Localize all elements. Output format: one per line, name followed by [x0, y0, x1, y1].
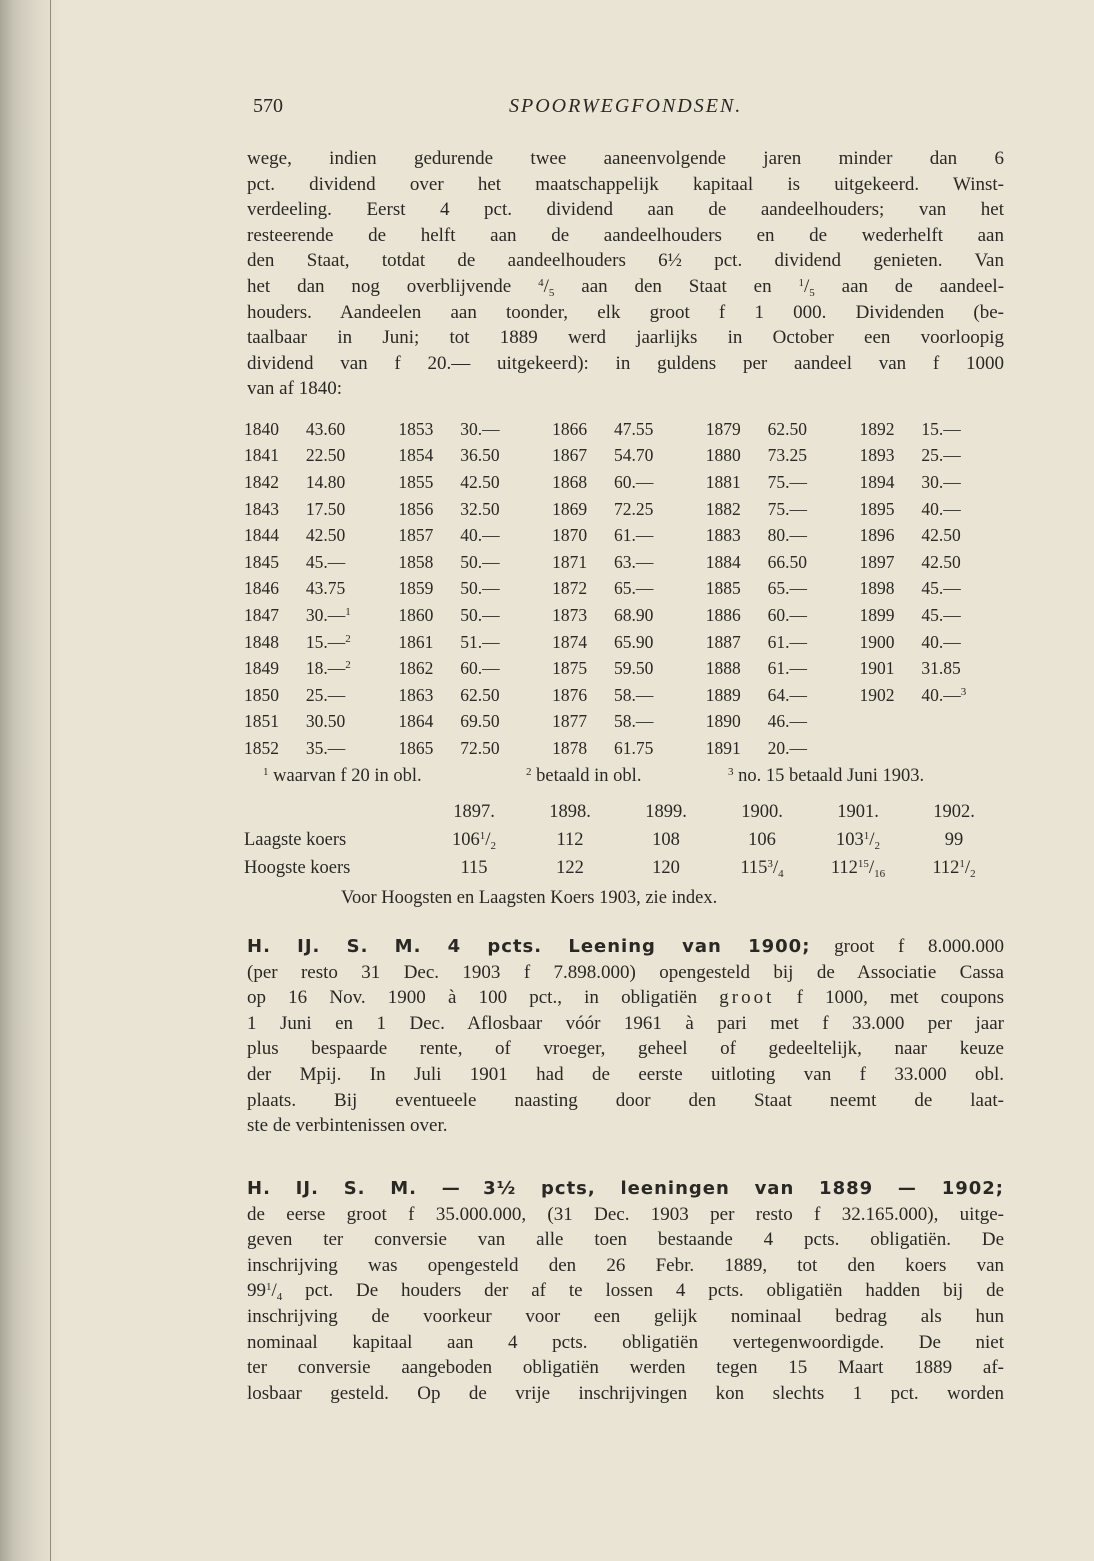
dividend-year: 1892 [859, 418, 895, 439]
text-line: geven ter conversie van alle toen bestaande 4 pcts. obligatiën. De [247, 1229, 1004, 1251]
price-value: 112 [556, 829, 584, 850]
dividend-value: 40.—$^3$ [921, 684, 967, 705]
dividend-value: 50.— [460, 551, 500, 572]
dividend-value: 14.80 [305, 471, 346, 492]
dividend-year: 1880 [705, 445, 741, 466]
dividend-value: 43.60 [305, 418, 346, 439]
dividend-value: 72.25 [613, 498, 654, 519]
text-line [247, 985, 1004, 1011]
text-line [247, 1278, 1004, 1304]
dividend-year: 1865 [398, 737, 434, 758]
dividend-value: 60.— [767, 604, 807, 625]
dividend-value: 30.— [921, 471, 961, 492]
text-line: nominaal kapitaal aan 4 pcts. obligatiën vertegenwoordigde. De niet [247, 1331, 1004, 1353]
dividend-value: 35.— [305, 737, 346, 758]
dividend-year: 1870 [552, 525, 588, 546]
price-value: 99 [944, 829, 964, 850]
price-value: $112^{15}/_{16}$ [830, 857, 886, 880]
dividend-value: 66.50 [767, 551, 807, 572]
dividend-value: 65.— [767, 578, 807, 599]
price-value: 106 [748, 829, 776, 850]
dividend-year: 1869 [552, 498, 588, 519]
dividend-year: 1890 [705, 711, 741, 732]
text-line: (per resto 31 Dec. 1903 f 7.898.000) opengesteld bij de Associatie Cassa [247, 961, 1004, 983]
text-line: ter conversie aangeboden obligatiën werden tegen 15 Maart 1889 af- [247, 1357, 1004, 1379]
dividend-value: 61.— [767, 658, 807, 679]
text-line: 1 Juni en 1 Dec. Aflosbaar vóór 1961 à pari met f 33.000 per jaar [247, 1012, 1004, 1034]
dividend-value: 25.— [921, 445, 961, 466]
dividend-year: 1893 [859, 445, 895, 466]
text-line: inschrijving de voorkeur voor een gelijk nominaal bedrag als hun [247, 1305, 1004, 1327]
dividend-value: 80.— [767, 525, 807, 546]
section-heading-a: H. IJ. S. M. — [247, 1178, 461, 1199]
dividend-year: 1886 [705, 604, 741, 625]
text-line: houders. Aandeelen aan toonder, elk groot f 1 000. Dividenden (be- [247, 301, 1004, 323]
dividend-year: 1853 [398, 418, 434, 439]
text-line: plaats. Bij eventueele naasting door den Staat neemt de laat- [247, 1089, 1004, 1111]
page-header [253, 95, 1003, 125]
dividend-year: 1887 [705, 631, 741, 652]
dividend-value: 63.— [613, 551, 654, 572]
dividend-value: 45.— [921, 578, 961, 599]
dividend-year: 1878 [552, 737, 588, 758]
text-fragment: het dan nog overblijvende [247, 275, 512, 297]
page-gutter-shadow [0, 0, 60, 1561]
text-line: losbaar gesteld. Op de vrije inschrijvingen kon slechts 1 pct. worden [247, 1382, 1004, 1404]
dividend-row [244, 469, 1014, 496]
dividend-value: 75.— [767, 498, 807, 519]
dividend-year: 1867 [552, 445, 588, 466]
fraction-four-fifths: $^4/_5$ [538, 275, 555, 299]
dividend-year: 1882 [705, 498, 741, 519]
dividend-year: 1850 [244, 684, 279, 705]
dividend-year: 1841 [244, 445, 279, 466]
dividend-row [244, 735, 1014, 762]
dividend-year: 1859 [398, 578, 434, 599]
text-line: plus bespaarde rente, of vroeger, geheel of gedeeltelijk, naar keuze [247, 1038, 1004, 1060]
dividend-row [244, 576, 1014, 603]
price-value: 115 [460, 857, 488, 878]
dividend-value: 59.50 [613, 658, 654, 679]
dividend-value: 64.— [767, 684, 807, 705]
dividend-table [244, 416, 1014, 762]
dividend-year: 1877 [552, 711, 588, 732]
dividend-year: 1866 [552, 418, 588, 439]
dividend-value: 15.—$^2$ [305, 631, 351, 652]
dividend-year: 1891 [705, 737, 741, 758]
dividend-value: 75.— [767, 471, 807, 492]
price-value: $112^1/_2$ [932, 857, 976, 880]
price-value: $103^1/_2$ [835, 829, 881, 852]
dividend-value: 47.55 [613, 418, 654, 439]
footnote-3: $^3$ no. 15 betaald Juni 1903. [728, 766, 925, 786]
dividend-value: 61.75 [613, 737, 654, 758]
dividend-value: 58.— [613, 684, 654, 705]
section-heading-b: 3½ pcts, leeningen van 1889 — 1902; [483, 1178, 1004, 1199]
dividend-year: 1879 [705, 418, 741, 439]
dividend-value: 40.— [921, 498, 961, 519]
dividend-year: 1848 [244, 631, 279, 652]
section-heading: H. IJ. S. M. 4 pcts. Leening van 1900; [247, 936, 811, 957]
text-line: wege, indien gedurende twee aaneenvolgende jaren minder dan 6 [247, 148, 1004, 169]
footnote-mark: 2 [345, 632, 351, 645]
dividend-value: 42.50 [921, 525, 961, 546]
dividend-row [244, 602, 1014, 629]
dividend-row [244, 682, 1014, 709]
price-table-body [244, 798, 1002, 882]
text-line: pct. dividend over het maatschappelijk kapitaal is uitgekeerd. Winst- [247, 173, 1004, 195]
dividend-year: 1871 [552, 551, 588, 572]
dividend-year: 1868 [552, 471, 588, 492]
dividend-row [244, 549, 1014, 576]
dividend-year: 1885 [705, 578, 741, 599]
dividend-value: 60.— [613, 471, 654, 492]
dividend-year: 1898 [859, 578, 895, 599]
dividend-year [859, 735, 921, 762]
dividend-year: 1852 [244, 737, 279, 758]
price-table [244, 798, 1002, 882]
dividend-value: 69.50 [460, 711, 500, 732]
dividend-value: 40.— [921, 631, 961, 652]
dividend-year: 1873 [552, 604, 588, 625]
dividend-row [244, 522, 1014, 549]
text-fragment: pct. De houders der af te lossen 4 pcts. obligatiën hadden bij de [305, 1280, 1004, 1302]
dividend-value: 22.50 [305, 445, 346, 466]
dividend-value: 50.— [460, 578, 500, 599]
price-year: 1902. [933, 801, 975, 822]
dividend-value: 72.50 [460, 737, 500, 758]
text-line: van af 1840: [247, 378, 342, 400]
dividend-year: 1855 [398, 471, 434, 492]
dividend-value: 17.50 [305, 498, 346, 519]
dividend-value: 62.50 [460, 684, 500, 705]
price-high-row [244, 854, 1002, 882]
dividend-year: 1902 [859, 684, 895, 705]
dividend-value: 15.— [921, 418, 961, 439]
text-line: inschrijving was opengesteld den 26 Febr. 1889, tot den koers van [247, 1254, 1004, 1276]
price-index-note: Voor Hoogsten en Laagsten Koers 1903, zie index. [341, 888, 718, 908]
dividend-value: 65.— [613, 578, 654, 599]
dividend-value: 42.50 [305, 525, 346, 546]
footnote-1: $^1$ waarvan f 20 in obl. [263, 766, 422, 786]
running-title: SPOORWEGFONDSEN. [509, 95, 743, 117]
dividend-year: 1901 [859, 658, 895, 679]
dividend-value: 40.— [460, 525, 500, 546]
text-spaced: groot [719, 987, 775, 1009]
dividend-year: 1863 [398, 684, 434, 705]
price-year: 1900. [741, 801, 783, 822]
text-fragment: $99^1/_4$ [247, 1280, 283, 1304]
footnote-mark: 3 [960, 685, 967, 698]
text-line: ste de verbintenissen over. [247, 1115, 448, 1137]
price-row-label: Hoogste koers [244, 857, 351, 878]
dividend-year: 1895 [859, 498, 895, 519]
section-leening-1900 [247, 934, 1004, 1139]
dividend-year: 1844 [244, 525, 279, 546]
price-low-row [244, 826, 1002, 854]
intro-paragraph [247, 146, 1004, 402]
dividend-value: 61.— [613, 525, 654, 546]
dividend-year: 1875 [552, 658, 588, 679]
dividend-row [244, 655, 1014, 682]
dividend-year: 1856 [398, 498, 434, 519]
text-line: taalbaar in Juni; tot 1889 werd jaarlijks in October een voorloopig [247, 327, 1004, 349]
dividend-value: 42.50 [921, 551, 961, 572]
page-number: 570 [253, 95, 283, 117]
dividend-year: 1862 [398, 658, 434, 679]
dividend-table-body [244, 416, 1014, 762]
dividend-value: 30.— [460, 418, 500, 439]
dividend-value: 42.50 [460, 471, 500, 492]
dividend-year: 1897 [859, 551, 895, 572]
price-value: 120 [652, 857, 680, 878]
dividend-value: 54.70 [613, 445, 654, 466]
dividend-year: 1899 [859, 604, 895, 625]
dividend-year: 1896 [859, 525, 895, 546]
dividend-year: 1900 [859, 631, 895, 652]
dividend-year: 1847 [244, 604, 279, 625]
dividend-year: 1864 [398, 711, 434, 732]
text-line: de eerse groot f 35.000.000, (31 Dec. 1903 per resto f 32.165.000), uitge- [247, 1203, 1004, 1225]
price-year: 1899. [645, 801, 687, 822]
dividend-value [921, 709, 1014, 736]
price-row-label: Laagste koers [244, 829, 347, 850]
dividend-value: 61.— [767, 631, 807, 652]
dividend-value: 31.85 [921, 658, 961, 679]
dividend-value: 73.25 [767, 445, 807, 466]
dividend-year: 1883 [705, 525, 741, 546]
dividend-row [244, 629, 1014, 656]
dividend-value: 60.— [460, 658, 500, 679]
dividend-value: 32.50 [460, 498, 500, 519]
dividend-year: 1858 [398, 551, 434, 572]
price-value: 122 [556, 857, 584, 878]
text-line: resteerende de helft aan de aandeelhouders en de wederhelft aan [247, 224, 1004, 246]
dividend-year: 1851 [244, 711, 279, 732]
text-fragment: aan den Staat en [581, 275, 772, 297]
text-line: dividend van f 20.— uitgekeerd): in guldens per aandeel van f 1000 [247, 352, 1004, 374]
dividend-year: 1872 [552, 578, 588, 599]
dividend-value: 36.50 [460, 445, 500, 466]
dividend-value: 45.— [305, 551, 346, 572]
text-line: der Mpij. In Juli 1901 had de eerste uitloting van f 33.000 obl. [247, 1063, 1004, 1085]
section-heading-line [247, 1176, 1004, 1202]
dividend-row [244, 443, 1014, 470]
dividend-value: 30.50 [305, 711, 346, 732]
dividend-year: 1894 [859, 471, 895, 492]
text-line [247, 274, 1004, 300]
dividend-row [244, 416, 1014, 443]
dividend-row [244, 496, 1014, 523]
dividend-year: 1884 [705, 551, 741, 572]
text-line: den Staat, totdat de aandeelhouders 6½ pct. dividend genieten. Van [247, 250, 1004, 272]
section-heading-line [247, 934, 1004, 960]
dividend-value: 18.—$^2$ [305, 658, 351, 679]
text-fragment: f 1000, met coupons [796, 987, 1004, 1009]
dividend-value: 68.90 [613, 604, 654, 625]
footnote-2: $^2$ betaald in obl. [526, 766, 642, 786]
dividend-value: 65.90 [613, 631, 654, 652]
text-line: verdeeling. Eerst 4 pct. dividend aan de aandeelhouders; van het [247, 199, 1004, 221]
dividend-year: 1854 [398, 445, 434, 466]
price-years-row [244, 798, 1002, 826]
price-value: $115^3/_4$ [740, 857, 784, 880]
dividend-year: 1860 [398, 604, 434, 625]
price-year: 1901. [837, 801, 879, 822]
fraction-one-quarter: $^1/_4$ [266, 1280, 283, 1304]
dividend-year: 1861 [398, 631, 434, 652]
price-year: 1897. [453, 801, 495, 822]
dividend-value: 30.—$^1$ [305, 604, 351, 625]
dividend-value: 58.— [613, 711, 654, 732]
fraction-one-fifth: $^1/_5$ [798, 275, 815, 299]
page-spine-edge [50, 0, 51, 1561]
text-fragment: groot f 8.000.000 [834, 936, 1005, 957]
text-fragment: op 16 Nov. 1900 à 100 pct., in obligatiën [247, 987, 698, 1009]
dividend-row [244, 709, 1014, 736]
section-leeningen-1889-1902 [247, 1176, 1004, 1406]
price-value: 108 [652, 829, 680, 850]
dividend-year: 1840 [244, 418, 279, 439]
dividend-value: 43.75 [305, 578, 346, 599]
dividend-year: 1846 [244, 578, 279, 599]
dividend-value: 62.50 [767, 418, 807, 439]
dividend-value: 46.— [767, 711, 807, 732]
text-fragment: aan de aandeel- [841, 275, 1005, 297]
dividend-year: 1857 [398, 525, 434, 546]
price-year: 1898. [549, 801, 591, 822]
dividend-year: 1874 [552, 631, 588, 652]
dividend-value: 25.— [305, 684, 346, 705]
dividend-value: 51.— [460, 631, 500, 652]
price-value: $106^1/_2$ [451, 829, 497, 852]
dividend-year: 1842 [244, 471, 279, 492]
dividend-year: 1888 [705, 658, 741, 679]
dividend-value: 45.— [921, 604, 961, 625]
dividend-year [859, 709, 921, 736]
dividend-year: 1843 [244, 498, 279, 519]
dividend-year: 1889 [705, 684, 741, 705]
dividend-value [921, 735, 1014, 762]
footnote-mark: 2 [345, 659, 351, 672]
dividend-year: 1876 [552, 684, 588, 705]
dividend-year: 1881 [705, 471, 741, 492]
dividend-year: 1849 [244, 658, 279, 679]
footnote-mark: 1 [345, 605, 351, 618]
dividend-year: 1845 [244, 551, 279, 572]
dividend-value: 20.— [767, 737, 807, 758]
dividend-value: 50.— [460, 604, 500, 625]
